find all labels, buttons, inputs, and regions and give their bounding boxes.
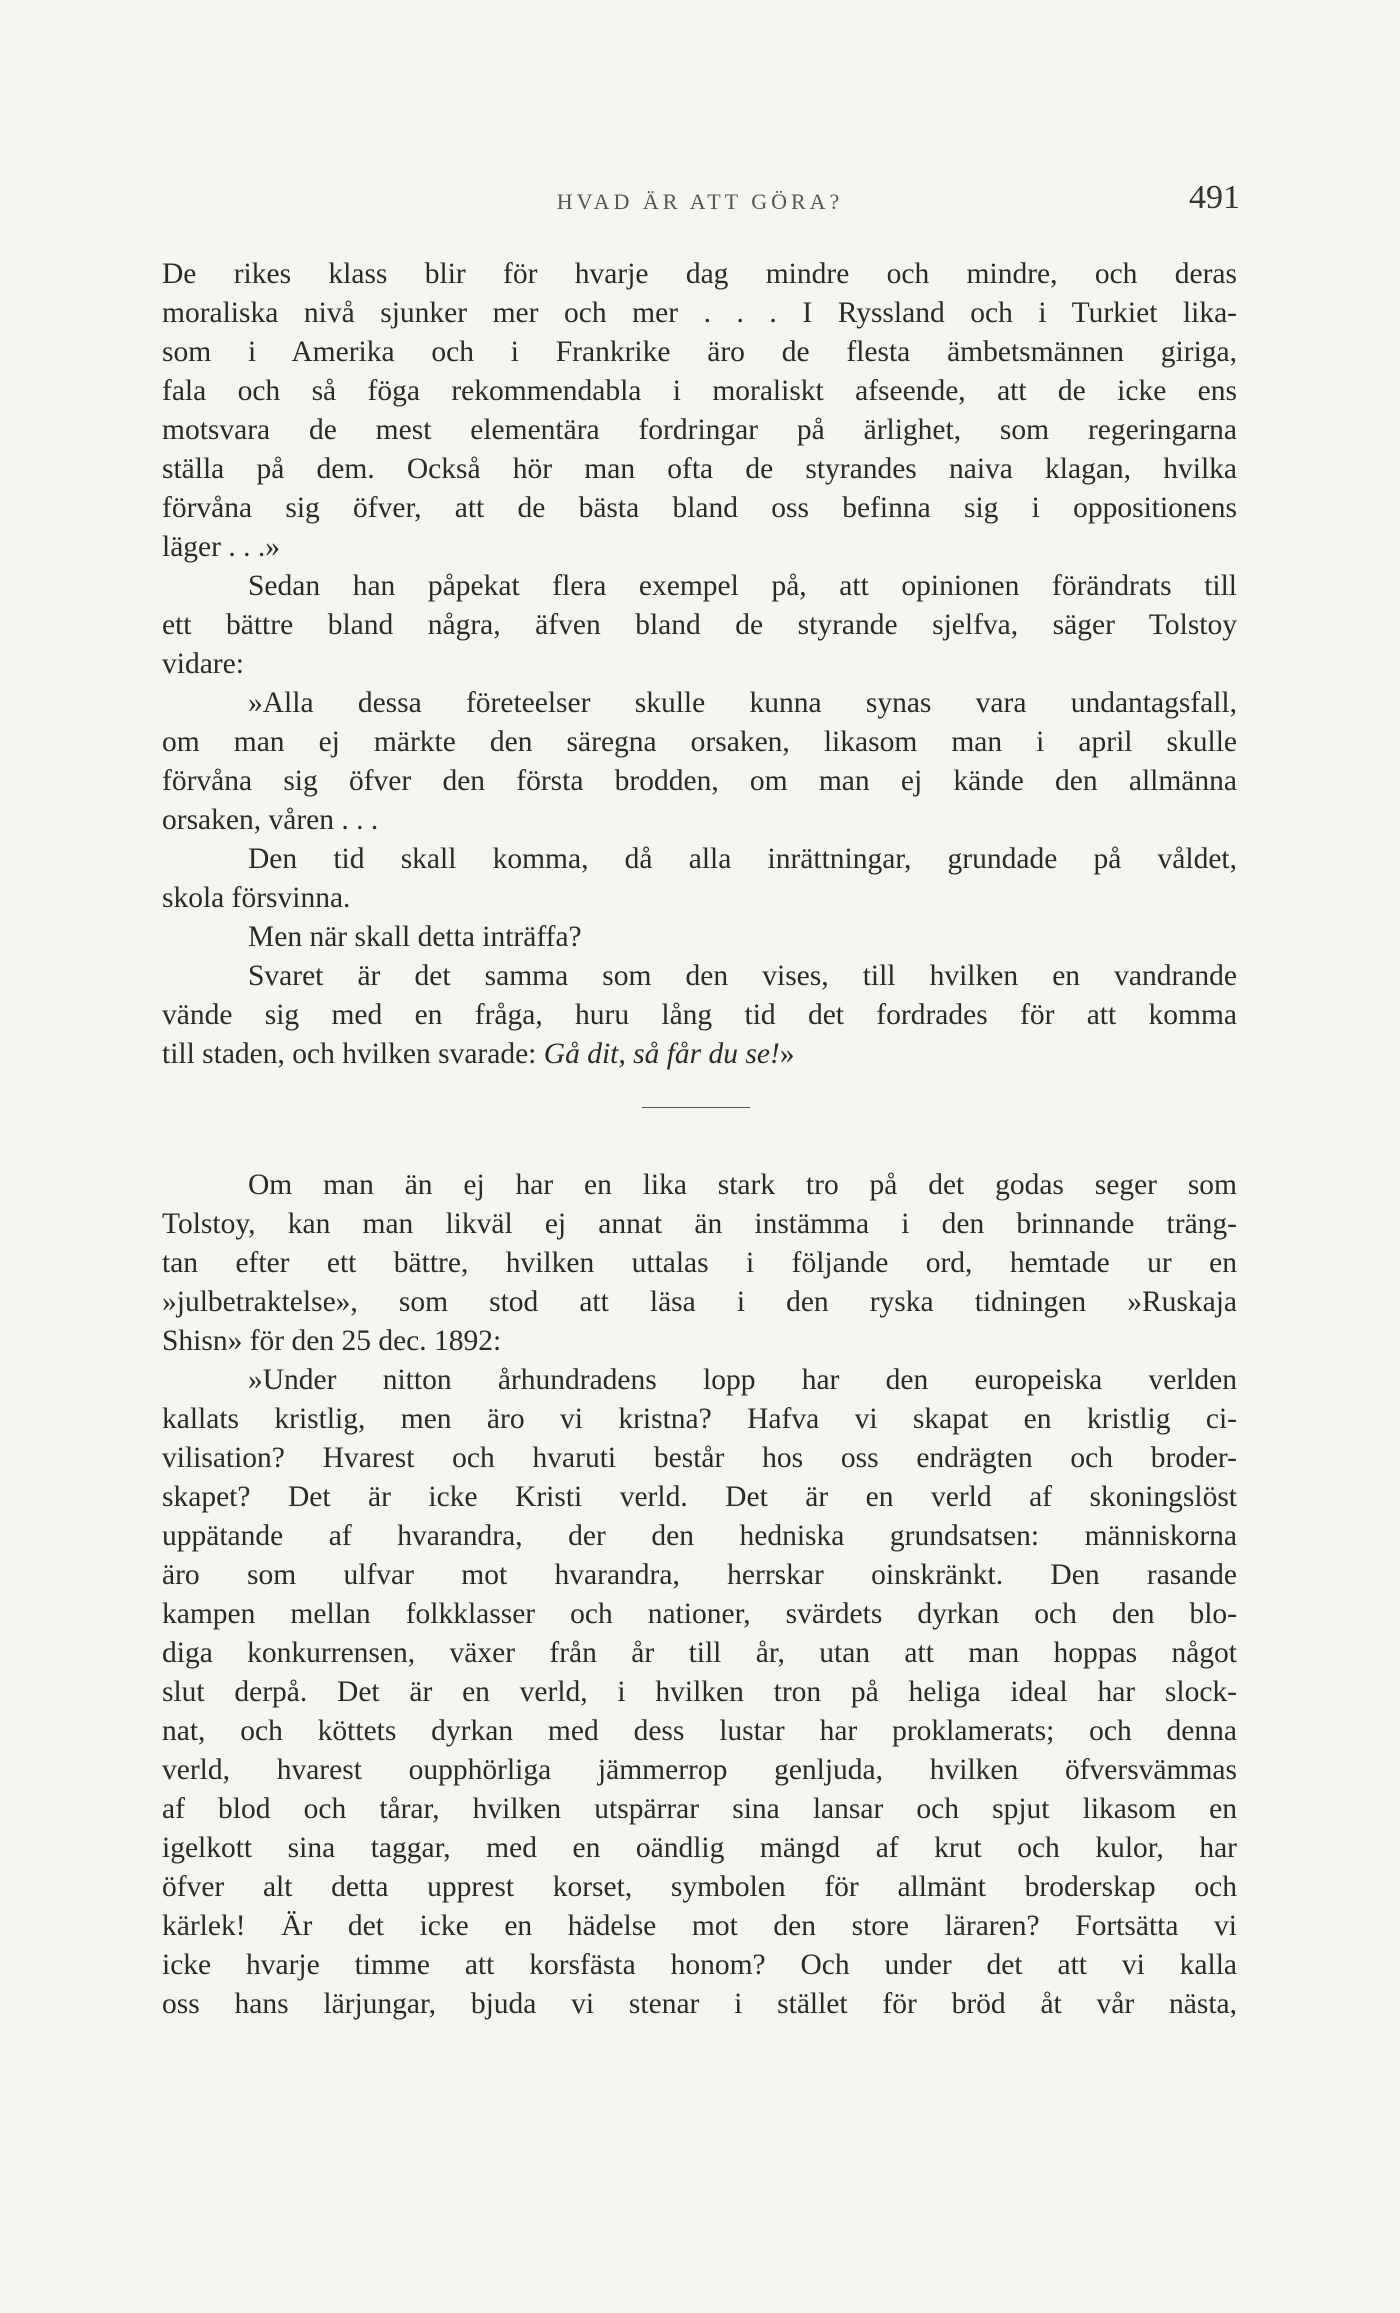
text-line: skola försvinna. <box>162 882 351 914</box>
text-line: ställa på dem. Också hör man ofta de styrandes naiva klagan, hvilka <box>162 453 1237 485</box>
text-line: »Under nitton århundradens lopp har den europeiska verlden <box>248 1364 1237 1396</box>
text-line: kampen mellan folkklasser och nationer, svärdets dyrkan och den blo- <box>162 1598 1237 1630</box>
text-line: icke hvarje timme att korsfästa honom? Och under det att vi kalla <box>162 1949 1237 1981</box>
text-line: nat, och köttets dyrkan med dess lustar har proklamerats; och denna <box>162 1715 1237 1747</box>
text-line-final <box>162 1035 1237 1074</box>
text-line: Den tid skall komma, då alla inrättningar, grundade på våldet, <box>248 843 1237 875</box>
text-line: oss hans lärjungar, bjuda vi stenar i stället för bröd åt vår nästa, <box>162 1988 1237 2020</box>
text-line: som i Amerika och i Frankrike äro de flesta ämbetsmännen giriga, <box>162 336 1237 368</box>
text-block-tolstoy-quote <box>162 255 1237 1074</box>
text-line: förvåna sig öfver den första brodden, om man ej kände den allmänna <box>162 765 1237 797</box>
text-line: uppätande af hvarandra, der den hedniska grundsatsen: människorna <box>162 1520 1237 1552</box>
page-number: 491 <box>1189 179 1240 216</box>
text-line: »Alla dessa företeelser skulle kunna synas vara undantagsfall, <box>248 687 1237 719</box>
italic-phrase: Gå dit, så får du se! <box>543 1038 780 1070</box>
running-head <box>160 179 1240 223</box>
text-line: vilisation? Hvarest och hvaruti består hos oss endrägten och broder- <box>162 1442 1237 1474</box>
text-line: kallats kristlig, men äro vi kristna? Hafva vi skapat en kristlig ci- <box>162 1403 1237 1435</box>
section-divider <box>642 1107 750 1108</box>
text-line: om man ej märkte den säregna orsaken, likasom man i april skulle <box>162 726 1237 758</box>
text-line: slut derpå. Det är en verld, i hvilken tron på heliga ideal har slock- <box>162 1676 1237 1708</box>
text-line: öfver alt detta upprest korset, symbolen för allmänt broderskap och <box>162 1871 1237 1903</box>
text-line: Om man än ej har en lika stark tro på det godas seger som <box>248 1169 1237 1201</box>
text-line-final-start: till staden, och hvilken svarade: <box>162 1038 544 1070</box>
text-line: fala och så föga rekommendabla i moraliskt afseende, att de icke ens <box>162 375 1237 407</box>
text-line: af blod och tårar, hvilken utspärrar sina lansar och spjut likasom en <box>162 1793 1237 1825</box>
text-line: läger . . .» <box>162 531 280 563</box>
text-line: motsvara de mest elementära fordringar på ärlighet, som regeringarna <box>162 414 1237 446</box>
text-line: De rikes klass blir för hvarje dag mindre och mindre, och deras <box>162 258 1237 290</box>
text-line: moraliska nivå sjunker mer och mer . . . I Ryssland och i Turkiet lika- <box>162 297 1237 329</box>
text-line: verld, hvarest oupphörliga jämmerrop genljuda, hvilken öfversvämmas <box>162 1754 1237 1786</box>
text-line: förvåna sig öfver, att de bästa bland oss befinna sig i oppositionens <box>162 492 1237 524</box>
text-line: »julbetraktelse», som stod att läsa i den ryska tidningen »Ruskaja <box>162 1286 1237 1318</box>
text-line: Tolstoy, kan man likväl ej annat än instämma i den brinnande träng- <box>162 1208 1237 1240</box>
running-title: HVAD ÄR ATT GÖRA? <box>556 189 844 214</box>
text-line: vände sig med en fråga, huru lång tid det fordrades för att komma <box>162 999 1237 1031</box>
text-line: skapet? Det är icke Kristi verld. Det är en verld af skoningslöst <box>162 1481 1237 1513</box>
text-line: diga konkurrensen, växer från år till år, utan att man hoppas något <box>162 1637 1237 1669</box>
text-line: tan efter ett bättre, hvilken uttalas i följande ord, hemtade ur en <box>162 1247 1237 1279</box>
text-line: Shisn» för den 25 dec. 1892: <box>162 1325 502 1357</box>
text-line: Svaret är det samma som den vises, till hvilken en vandrande <box>248 960 1237 992</box>
text-block-julbetraktelse <box>162 1166 1237 2024</box>
text-line: orsaken, våren . . . <box>162 804 379 836</box>
text-line: ett bättre bland några, äfven bland de styrande sjelfva, säger Tolstoy <box>162 609 1237 641</box>
text-line: äro som ulfvar mot hvarandra, herrskar oinskränkt. Den rasande <box>162 1559 1237 1591</box>
text-line: Sedan han påpekat flera exempel på, att opinionen förändrats till <box>248 570 1237 602</box>
text-line: igelkott sina taggar, med en oändlig mängd af krut och kulor, har <box>162 1832 1237 1864</box>
text-line: vidare: <box>162 648 244 680</box>
text-line: kärlek! Är det icke en hädelse mot den store läraren? Fortsätta vi <box>162 1910 1237 1942</box>
text-line: Men när skall detta inträffa? <box>248 921 582 953</box>
closing-quote: » <box>779 1038 795 1070</box>
